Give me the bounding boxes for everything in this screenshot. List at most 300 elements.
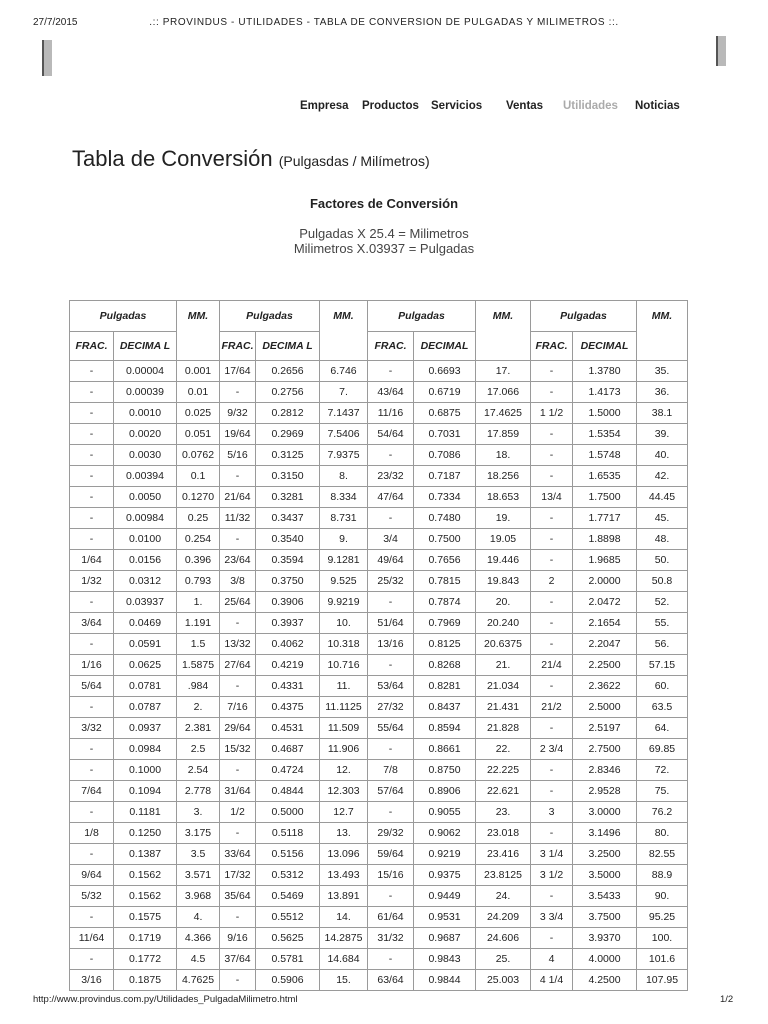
table-cell: 0.0984: [114, 739, 177, 760]
table-row: [70, 760, 688, 781]
table-cell: 44.45: [637, 487, 688, 508]
table-cell: -: [220, 676, 256, 697]
table-cell: -: [70, 487, 114, 508]
table-cell: 0.1270: [177, 487, 220, 508]
table-cell: 72.: [637, 760, 688, 781]
table-cell: -: [368, 802, 414, 823]
table-cell: -: [531, 466, 573, 487]
table-cell: 0.4375: [256, 697, 320, 718]
table-cell: 55/64: [368, 718, 414, 739]
factor-line-2: Milimetros X.03937 = Pulgadas: [293, 241, 475, 256]
table-cell: 17.: [476, 361, 531, 382]
nav-item-servicios[interactable]: Servicios: [431, 100, 483, 112]
table-cell: 20.6375: [476, 634, 531, 655]
table-cell: 0.5156: [256, 844, 320, 865]
table-cell: 1.6535: [573, 466, 637, 487]
table-cell: -: [531, 823, 573, 844]
table-cell: 48.: [637, 529, 688, 550]
table-cell: 90.: [637, 886, 688, 907]
table-cell: 4.0000: [573, 949, 637, 970]
table-cell: 1.3780: [573, 361, 637, 382]
table-cell: 1/32: [70, 571, 114, 592]
table-cell: 0.4331: [256, 676, 320, 697]
table-cell: 56.: [637, 634, 688, 655]
table-cell: 17.066: [476, 382, 531, 403]
table-cell: 4: [531, 949, 573, 970]
table-row: [70, 907, 688, 928]
table-cell: 0.0762: [177, 445, 220, 466]
table-cell: 2.8346: [573, 760, 637, 781]
table-cell: -: [531, 361, 573, 382]
page-title-sub: (Pulgasdas / Milímetros): [278, 153, 430, 169]
table-cell: -: [70, 466, 114, 487]
table-cell: -: [220, 529, 256, 550]
table-cell: 69.85: [637, 739, 688, 760]
table-cell: 0.01: [177, 382, 220, 403]
right-bar: [716, 36, 726, 66]
table-cell: 19.843: [476, 571, 531, 592]
table-cell: 35/64: [220, 886, 256, 907]
table-cell: 38.1: [637, 403, 688, 424]
mm-header: MM.: [637, 301, 688, 361]
table-cell: -: [531, 781, 573, 802]
table-cell: 27/32: [368, 697, 414, 718]
table-cell: -: [70, 697, 114, 718]
frac-header: FRAC.: [531, 332, 573, 361]
table-cell: 0.3906: [256, 592, 320, 613]
table-cell: 0.4687: [256, 739, 320, 760]
table-cell: -: [220, 613, 256, 634]
table-cell: -: [220, 907, 256, 928]
table-cell: 75.: [637, 781, 688, 802]
table-cell: 0.3540: [256, 529, 320, 550]
table-cell: 2.0472: [573, 592, 637, 613]
group-header: Pulgadas: [531, 301, 637, 332]
table-cell: 3.5000: [573, 865, 637, 886]
table-row: [70, 655, 688, 676]
table-cell: 60.: [637, 676, 688, 697]
table-cell: 1 1/2: [531, 403, 573, 424]
table-cell: 1/8: [70, 823, 114, 844]
nav-item-empresa[interactable]: Empresa: [300, 100, 349, 112]
table-cell: 0.1575: [114, 907, 177, 928]
table-cell: 17.4625: [476, 403, 531, 424]
table-cell: 22.225: [476, 760, 531, 781]
table-cell: -: [531, 718, 573, 739]
table-cell: 3.2500: [573, 844, 637, 865]
table-cell: 9/64: [70, 865, 114, 886]
table-cell: -: [70, 361, 114, 382]
table-cell: 0.5625: [256, 928, 320, 949]
table-cell: 82.55: [637, 844, 688, 865]
table-row: [70, 550, 688, 571]
table-cell: 3/4: [368, 529, 414, 550]
table-cell: -: [531, 424, 573, 445]
table-row: [70, 697, 688, 718]
table-cell: 14.684: [320, 949, 368, 970]
table-cell: 0.7815: [414, 571, 476, 592]
table-cell: -: [70, 907, 114, 928]
table-cell: 0.9844: [414, 970, 476, 991]
table-row: [70, 844, 688, 865]
table-cell: 0.8906: [414, 781, 476, 802]
table-cell: 0.793: [177, 571, 220, 592]
table-cell: 0.1387: [114, 844, 177, 865]
table-cell: -: [531, 676, 573, 697]
table-cell: -: [220, 970, 256, 991]
table-cell: -: [70, 382, 114, 403]
table-cell: 6.746: [320, 361, 368, 382]
table-cell: 50.8: [637, 571, 688, 592]
table-cell: -: [70, 844, 114, 865]
factors-title: Factores de Conversión: [309, 196, 459, 211]
table-cell: 0.7334: [414, 487, 476, 508]
table-cell: -: [368, 655, 414, 676]
table-cell: -: [531, 550, 573, 571]
table-cell: 36.: [637, 382, 688, 403]
table-cell: 0.3125: [256, 445, 320, 466]
table-cell: 31/32: [368, 928, 414, 949]
table-cell: 1.5000: [573, 403, 637, 424]
table-row: [70, 949, 688, 970]
table-cell: 0.03937: [114, 592, 177, 613]
table-cell: 45.: [637, 508, 688, 529]
table-cell: 23.416: [476, 844, 531, 865]
table-cell: 5/64: [70, 676, 114, 697]
nav-item-noticias[interactable]: Noticias: [635, 100, 680, 112]
table-cell: 0.3594: [256, 550, 320, 571]
table-cell: -: [368, 739, 414, 760]
table-cell: 14.2875: [320, 928, 368, 949]
table-cell: 1.5875: [177, 655, 220, 676]
table-cell: -: [70, 634, 114, 655]
table-cell: 21.828: [476, 718, 531, 739]
table-cell: 0.4219: [256, 655, 320, 676]
table-cell: 0.8437: [414, 697, 476, 718]
table-cell: -: [70, 802, 114, 823]
table-cell: 2.2500: [573, 655, 637, 676]
table-row: [70, 928, 688, 949]
table-cell: 0.0625: [114, 655, 177, 676]
table-row: [70, 613, 688, 634]
table-cell: -: [531, 529, 573, 550]
table-cell: -: [220, 466, 256, 487]
table-cell: -: [531, 634, 573, 655]
table-cell: 21.: [476, 655, 531, 676]
table-cell: 0.0030: [114, 445, 177, 466]
table-cell: 63.5: [637, 697, 688, 718]
table-cell: 64.: [637, 718, 688, 739]
table-cell: 22.: [476, 739, 531, 760]
nav-item-ventas[interactable]: Ventas: [506, 100, 544, 112]
table-cell: 0.25: [177, 508, 220, 529]
table-cell: 0.5512: [256, 907, 320, 928]
table-cell: 0.9062: [414, 823, 476, 844]
table-cell: 33/64: [220, 844, 256, 865]
table-cell: 0.9531: [414, 907, 476, 928]
table-cell: 19.446: [476, 550, 531, 571]
table-cell: 0.7187: [414, 466, 476, 487]
table-cell: 9/16: [220, 928, 256, 949]
table-cell: 21/4: [531, 655, 573, 676]
table-row: [70, 487, 688, 508]
nav-item-productos[interactable]: Productos: [362, 100, 419, 112]
table-cell: 0.00984: [114, 508, 177, 529]
table-cell: -: [220, 382, 256, 403]
table-cell: 0.2812: [256, 403, 320, 424]
table-cell: 0.3437: [256, 508, 320, 529]
table-cell: 13.096: [320, 844, 368, 865]
table-cell: 19.: [476, 508, 531, 529]
table-cell: 0.8125: [414, 634, 476, 655]
table-row: [70, 529, 688, 550]
table-cell: 0.5000: [256, 802, 320, 823]
table-cell: 107.95: [637, 970, 688, 991]
table-cell: 2.9528: [573, 781, 637, 802]
table-row: [70, 445, 688, 466]
table-cell: 54/64: [368, 424, 414, 445]
table-cell: 3/16: [70, 970, 114, 991]
table-cell: 2.2047: [573, 634, 637, 655]
print-page-title: .:: PROVINDUS - UTILIDADES - TABLA DE CONVERSION DE PULGADAS Y MILIMETROS ::.: [149, 17, 619, 28]
table-cell: -: [70, 403, 114, 424]
page-title: [72, 146, 430, 172]
table-cell: 1.7500: [573, 487, 637, 508]
table-cell: -: [368, 445, 414, 466]
table-cell: 13/32: [220, 634, 256, 655]
table-cell: 19/64: [220, 424, 256, 445]
table-cell: 7.1437: [320, 403, 368, 424]
table-cell: 1.9685: [573, 550, 637, 571]
group-header: Pulgadas: [70, 301, 177, 332]
table-cell: 50.: [637, 550, 688, 571]
table-cell: 25/32: [368, 571, 414, 592]
table-cell: 1.4173: [573, 382, 637, 403]
table-cell: 0.7969: [414, 613, 476, 634]
table-cell: 3/8: [220, 571, 256, 592]
table-cell: 0.7874: [414, 592, 476, 613]
table-cell: -: [531, 886, 573, 907]
table-cell: 12.: [320, 760, 368, 781]
table-cell: 0.0100: [114, 529, 177, 550]
table-cell: 61/64: [368, 907, 414, 928]
table-cell: 43/64: [368, 382, 414, 403]
table-cell: 18.: [476, 445, 531, 466]
table-cell: 1.: [177, 592, 220, 613]
table-cell: 9.9219: [320, 592, 368, 613]
table-cell: 13.: [320, 823, 368, 844]
table-cell: 23.: [476, 802, 531, 823]
table-cell: 3.175: [177, 823, 220, 844]
table-cell: 2.7500: [573, 739, 637, 760]
table-subheader-row: [70, 332, 688, 361]
table-body: [70, 361, 688, 991]
table-cell: -: [70, 424, 114, 445]
print-page-number: 1/2: [720, 994, 734, 1005]
table-cell: 4.5: [177, 949, 220, 970]
table-cell: 9.525: [320, 571, 368, 592]
table-cell: 2: [531, 571, 573, 592]
table-cell: 0.0156: [114, 550, 177, 571]
table-cell: 0.6693: [414, 361, 476, 382]
table-cell: -: [368, 886, 414, 907]
table-cell: 0.1875: [114, 970, 177, 991]
table-cell: 0.8268: [414, 655, 476, 676]
table-cell: -: [531, 445, 573, 466]
table-cell: 2.778: [177, 781, 220, 802]
table-cell: 25.003: [476, 970, 531, 991]
table-cell: 20.240: [476, 613, 531, 634]
table-cell: 2.5197: [573, 718, 637, 739]
print-date: 27/7/2015: [33, 17, 78, 28]
table-cell: 11.: [320, 676, 368, 697]
table-cell: 9/32: [220, 403, 256, 424]
table-cell: 0.254: [177, 529, 220, 550]
table-cell: 9.1281: [320, 550, 368, 571]
table-cell: -: [70, 592, 114, 613]
table-cell: 0.7086: [414, 445, 476, 466]
table-cell: 0.4531: [256, 718, 320, 739]
table-cell: 55.: [637, 613, 688, 634]
table-cell: 100.: [637, 928, 688, 949]
table-cell: 0.4724: [256, 760, 320, 781]
table-cell: 0.00039: [114, 382, 177, 403]
table-cell: 0.00004: [114, 361, 177, 382]
table-row: [70, 802, 688, 823]
table-cell: 21/2: [531, 697, 573, 718]
table-cell: 0.0010: [114, 403, 177, 424]
table-cell: 2.5000: [573, 697, 637, 718]
table-cell: 88.9: [637, 865, 688, 886]
table-cell: -: [70, 739, 114, 760]
table-cell: 0.1094: [114, 781, 177, 802]
table-cell: 8.334: [320, 487, 368, 508]
table-cell: 1/2: [220, 802, 256, 823]
table-cell: 0.8661: [414, 739, 476, 760]
table-cell: 2.5: [177, 739, 220, 760]
table-cell: 25/64: [220, 592, 256, 613]
table-row: [70, 361, 688, 382]
table-cell: 5/32: [70, 886, 114, 907]
main-nav: [300, 100, 680, 112]
mm-header: MM.: [320, 301, 368, 361]
table-cell: 0.4844: [256, 781, 320, 802]
table-cell: 39.: [637, 424, 688, 445]
table-cell: 3.968: [177, 886, 220, 907]
table-cell: 0.8750: [414, 760, 476, 781]
table-cell: 4 1/4: [531, 970, 573, 991]
table-row: [70, 823, 688, 844]
table-cell: .984: [177, 676, 220, 697]
table-cell: 0.7031: [414, 424, 476, 445]
table-cell: 3 1/4: [531, 844, 573, 865]
table-cell: 0.3750: [256, 571, 320, 592]
table-cell: 0.1719: [114, 928, 177, 949]
table-row: [70, 718, 688, 739]
table-cell: 0.025: [177, 403, 220, 424]
table-cell: 19.05: [476, 529, 531, 550]
table-cell: 63/64: [368, 970, 414, 991]
table-cell: 15/32: [220, 739, 256, 760]
table-cell: 23/32: [368, 466, 414, 487]
table-cell: 0.2756: [256, 382, 320, 403]
table-cell: 17/64: [220, 361, 256, 382]
table-cell: -: [531, 613, 573, 634]
table-cell: 13/4: [531, 487, 573, 508]
table-cell: 0.051: [177, 424, 220, 445]
table-cell: 23/64: [220, 550, 256, 571]
table-cell: 0.396: [177, 550, 220, 571]
table-cell: 3/64: [70, 613, 114, 634]
table-cell: 0.2656: [256, 361, 320, 382]
frac-header: FRAC.: [368, 332, 414, 361]
factors-block: [0, 226, 768, 256]
table-cell: 95.25: [637, 907, 688, 928]
table-cell: 0.0781: [114, 676, 177, 697]
table-cell: 0.0020: [114, 424, 177, 445]
table-cell: 13.493: [320, 865, 368, 886]
table-cell: 18.256: [476, 466, 531, 487]
table-cell: -: [70, 949, 114, 970]
table-cell: 11.906: [320, 739, 368, 760]
table-cell: 17/32: [220, 865, 256, 886]
table-cell: 0.9843: [414, 949, 476, 970]
table-cell: 0.1000: [114, 760, 177, 781]
table-cell: 2.0000: [573, 571, 637, 592]
table-cell: 0.1250: [114, 823, 177, 844]
table-cell: 0.8281: [414, 676, 476, 697]
table-row: [70, 403, 688, 424]
table-cell: 3.9370: [573, 928, 637, 949]
table-cell: -: [70, 529, 114, 550]
table-cell: 40.: [637, 445, 688, 466]
table-row: [70, 466, 688, 487]
table-cell: 7.5406: [320, 424, 368, 445]
table-cell: 27/64: [220, 655, 256, 676]
table-cell: -: [368, 592, 414, 613]
nav-item-utilidades[interactable]: Utilidades: [563, 100, 618, 112]
frac-header: FRAC.: [220, 332, 256, 361]
table-row: [70, 424, 688, 445]
decimal-header: DECIMA L: [256, 332, 320, 361]
table-cell: 35.: [637, 361, 688, 382]
table-cell: 2.381: [177, 718, 220, 739]
table-cell: 2.3622: [573, 676, 637, 697]
table-cell: 11.509: [320, 718, 368, 739]
table-row: [70, 676, 688, 697]
table-row: [70, 739, 688, 760]
left-bar: [42, 40, 52, 76]
table-cell: 0.2969: [256, 424, 320, 445]
table-cell: 2.: [177, 697, 220, 718]
table-cell: 0.1772: [114, 949, 177, 970]
table-cell: 0.001: [177, 361, 220, 382]
table-cell: 24.: [476, 886, 531, 907]
table-cell: 0.5906: [256, 970, 320, 991]
table-cell: 0.9055: [414, 802, 476, 823]
table-cell: 4.7625: [177, 970, 220, 991]
table-cell: 21.034: [476, 676, 531, 697]
table-cell: 3.1496: [573, 823, 637, 844]
table-cell: 1.5748: [573, 445, 637, 466]
table-cell: -: [531, 382, 573, 403]
table-cell: 0.5312: [256, 865, 320, 886]
table-cell: 15.: [320, 970, 368, 991]
table-cell: 47/64: [368, 487, 414, 508]
table-cell: -: [70, 508, 114, 529]
table-cell: 49/64: [368, 550, 414, 571]
table-cell: 23.018: [476, 823, 531, 844]
